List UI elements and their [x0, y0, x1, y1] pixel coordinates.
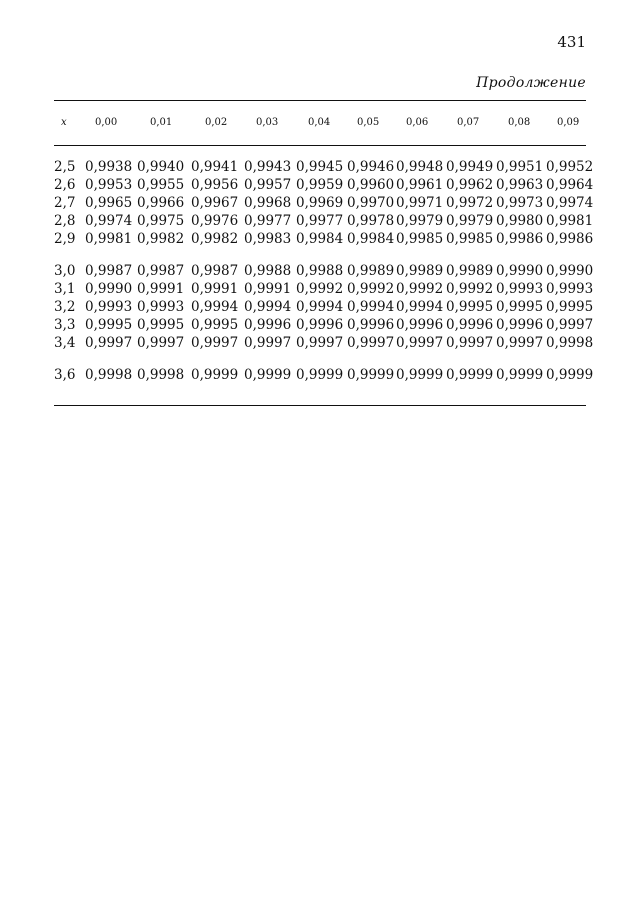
table-cell: 0,9974: [85, 213, 133, 229]
table-cell: 0,9957: [244, 177, 292, 193]
table-cell: 0,9996: [244, 317, 292, 333]
table-cell: 0,9991: [137, 281, 185, 297]
table-cell: 0,9990: [85, 281, 133, 297]
table-row: [0, 366, 624, 384]
table-cell: 0,9997: [296, 335, 344, 351]
table-cell: 0,9969: [296, 195, 344, 211]
table-bottom-rule: [54, 405, 586, 406]
table-cell: 0,9990: [546, 263, 594, 279]
table-cell: 0,9968: [244, 195, 292, 211]
table-cell: 0,9995: [496, 299, 544, 315]
column-header: 0,04: [308, 117, 331, 128]
table-cell: 0,9985: [396, 231, 444, 247]
table-cell: 0,9970: [347, 195, 395, 211]
table-cell: 0,9994: [244, 299, 292, 315]
table-cell: 0,9995: [446, 299, 494, 315]
row-x-value: 2,8: [54, 213, 76, 229]
table-cell: 0,9998: [546, 335, 594, 351]
table-cell: 0,9981: [85, 231, 133, 247]
table-cell: 0,9976: [191, 213, 239, 229]
table-cell: 0,9997: [85, 335, 133, 351]
column-header: 0,09: [557, 117, 580, 128]
table-cell: 0,9994: [191, 299, 239, 315]
table-cell: 0,9982: [137, 231, 185, 247]
row-x-value: 3,1: [54, 281, 76, 297]
column-header: 0,08: [508, 117, 531, 128]
row-x-value: 3,3: [54, 317, 76, 333]
table-cell: 0,9962: [446, 177, 494, 193]
table-cell: 0,9991: [191, 281, 239, 297]
table-cell: 0,9999: [446, 367, 494, 383]
table-row: [0, 176, 624, 194]
table-cell: 0,9980: [496, 213, 544, 229]
column-header: 0,02: [205, 117, 228, 128]
table-cell: 0,9999: [296, 367, 344, 383]
table-cell: 0,9999: [191, 367, 239, 383]
table-cell: 0,9981: [546, 213, 594, 229]
table-cell: 0,9977: [244, 213, 292, 229]
table-cell: 0,9966: [137, 195, 185, 211]
table-cell: 0,9955: [137, 177, 185, 193]
table-cell: 0,9997: [137, 335, 185, 351]
row-x-value: 3,2: [54, 299, 76, 315]
table-cell: 0,9997: [496, 335, 544, 351]
table-cell: 0,9963: [496, 177, 544, 193]
table-row: [0, 298, 624, 316]
table-cell: 0,9959: [296, 177, 344, 193]
row-x-value: 2,9: [54, 231, 76, 247]
page-number: 431: [557, 33, 586, 51]
table-row: [0, 316, 624, 334]
table-cell: 0,9953: [85, 177, 133, 193]
table-cell: 0,9992: [446, 281, 494, 297]
column-header: 0,07: [457, 117, 480, 128]
table-cell: 0,9997: [396, 335, 444, 351]
table-cell: 0,9961: [396, 177, 444, 193]
table-cell: 0,9993: [137, 299, 185, 315]
table-cell: 0,9997: [546, 317, 594, 333]
column-header: 0,05: [357, 117, 380, 128]
table-cell: 0,9994: [396, 299, 444, 315]
table-cell: 0,9997: [446, 335, 494, 351]
table-cell: 0,9984: [296, 231, 344, 247]
table-cell: 0,9997: [244, 335, 292, 351]
table-cell: 0,9997: [191, 335, 239, 351]
table-cell: 0,9999: [244, 367, 292, 383]
table-top-rule: [54, 100, 586, 101]
table-cell: 0,9989: [396, 263, 444, 279]
table-cell: 0,9987: [137, 263, 185, 279]
table-cell: 0,9987: [85, 263, 133, 279]
continuation-label: Продолжение: [476, 75, 586, 91]
table-row: [0, 158, 624, 176]
table-cell: 0,9989: [446, 263, 494, 279]
table-cell: 0,9999: [347, 367, 395, 383]
table-cell: 0,9987: [191, 263, 239, 279]
table-cell: 0,9996: [296, 317, 344, 333]
table-cell: 0,9991: [244, 281, 292, 297]
row-x-value: 3,4: [54, 335, 76, 351]
table-cell: 0,9965: [85, 195, 133, 211]
table-cell: 0,9983: [244, 231, 292, 247]
table-cell: 0,9989: [347, 263, 395, 279]
table-cell: 0,9979: [396, 213, 444, 229]
table-cell: 0,9978: [347, 213, 395, 229]
table-cell: 0,9995: [137, 317, 185, 333]
table-cell: 0,9977: [296, 213, 344, 229]
table-row: [0, 212, 624, 230]
table-cell: 0,9988: [296, 263, 344, 279]
table-cell: 0,9960: [347, 177, 395, 193]
table-cell: 0,9995: [191, 317, 239, 333]
table-cell: 0,9956: [191, 177, 239, 193]
table-cell: 0,9938: [85, 159, 133, 175]
column-header: 0,01: [150, 117, 173, 128]
column-header: 0,03: [256, 117, 279, 128]
table-cell: 0,9990: [496, 263, 544, 279]
table-row: [0, 262, 624, 280]
table-cell: 0,9992: [396, 281, 444, 297]
row-x-value: 2,6: [54, 177, 76, 193]
table-cell: 0,9951: [496, 159, 544, 175]
table-cell: 0,9948: [396, 159, 444, 175]
table-cell: 0,9974: [546, 195, 594, 211]
table-cell: 0,9945: [296, 159, 344, 175]
column-header: 0,00: [95, 117, 118, 128]
table-cell: 0,9998: [85, 367, 133, 383]
table-row: [0, 334, 624, 352]
table-cell: 0,9973: [496, 195, 544, 211]
row-x-value: 2,7: [54, 195, 76, 211]
row-x-value: 3,0: [54, 263, 76, 279]
table-cell: 0,9993: [546, 281, 594, 297]
table-cell: 0,9992: [296, 281, 344, 297]
table-cell: 0,9967: [191, 195, 239, 211]
table-row: [0, 230, 624, 248]
table-cell: 0,9999: [546, 367, 594, 383]
table-cell: 0,9996: [496, 317, 544, 333]
table-cell: 0,9998: [137, 367, 185, 383]
row-x-value: 3,6: [54, 367, 76, 383]
table-cell: 0,9997: [347, 335, 395, 351]
table-cell: 0,9986: [496, 231, 544, 247]
table-cell: 0,9999: [496, 367, 544, 383]
table-cell: 0,9992: [347, 281, 395, 297]
table-cell: 0,9975: [137, 213, 185, 229]
table-row: [0, 194, 624, 212]
table-cell: 0,9972: [446, 195, 494, 211]
table-cell: 0,9941: [191, 159, 239, 175]
table-row: [0, 280, 624, 298]
table-cell: 0,9993: [496, 281, 544, 297]
table-cell: 0,9982: [191, 231, 239, 247]
table-cell: 0,9985: [446, 231, 494, 247]
table-cell: 0,9964: [546, 177, 594, 193]
table-cell: 0,9994: [296, 299, 344, 315]
table-cell: 0,9996: [446, 317, 494, 333]
table-cell: 0,9946: [347, 159, 395, 175]
column-header-x: x: [61, 117, 67, 128]
table-cell: 0,9971: [396, 195, 444, 211]
table-cell: 0,9984: [347, 231, 395, 247]
table-cell: 0,9949: [446, 159, 494, 175]
row-x-value: 2,5: [54, 159, 76, 175]
table-cell: 0,9995: [85, 317, 133, 333]
column-header: 0,06: [406, 117, 429, 128]
table-cell: 0,9952: [546, 159, 594, 175]
table-cell: 0,9999: [396, 367, 444, 383]
table-cell: 0,9996: [347, 317, 395, 333]
table-cell: 0,9988: [244, 263, 292, 279]
table-cell: 0,9996: [396, 317, 444, 333]
table-header-rule: [54, 145, 586, 146]
table-cell: 0,9994: [347, 299, 395, 315]
table-cell: 0,9940: [137, 159, 185, 175]
table-cell: 0,9979: [446, 213, 494, 229]
table-cell: 0,9993: [85, 299, 133, 315]
table-cell: 0,9995: [546, 299, 594, 315]
table-cell: 0,9943: [244, 159, 292, 175]
table-cell: 0,9986: [546, 231, 594, 247]
